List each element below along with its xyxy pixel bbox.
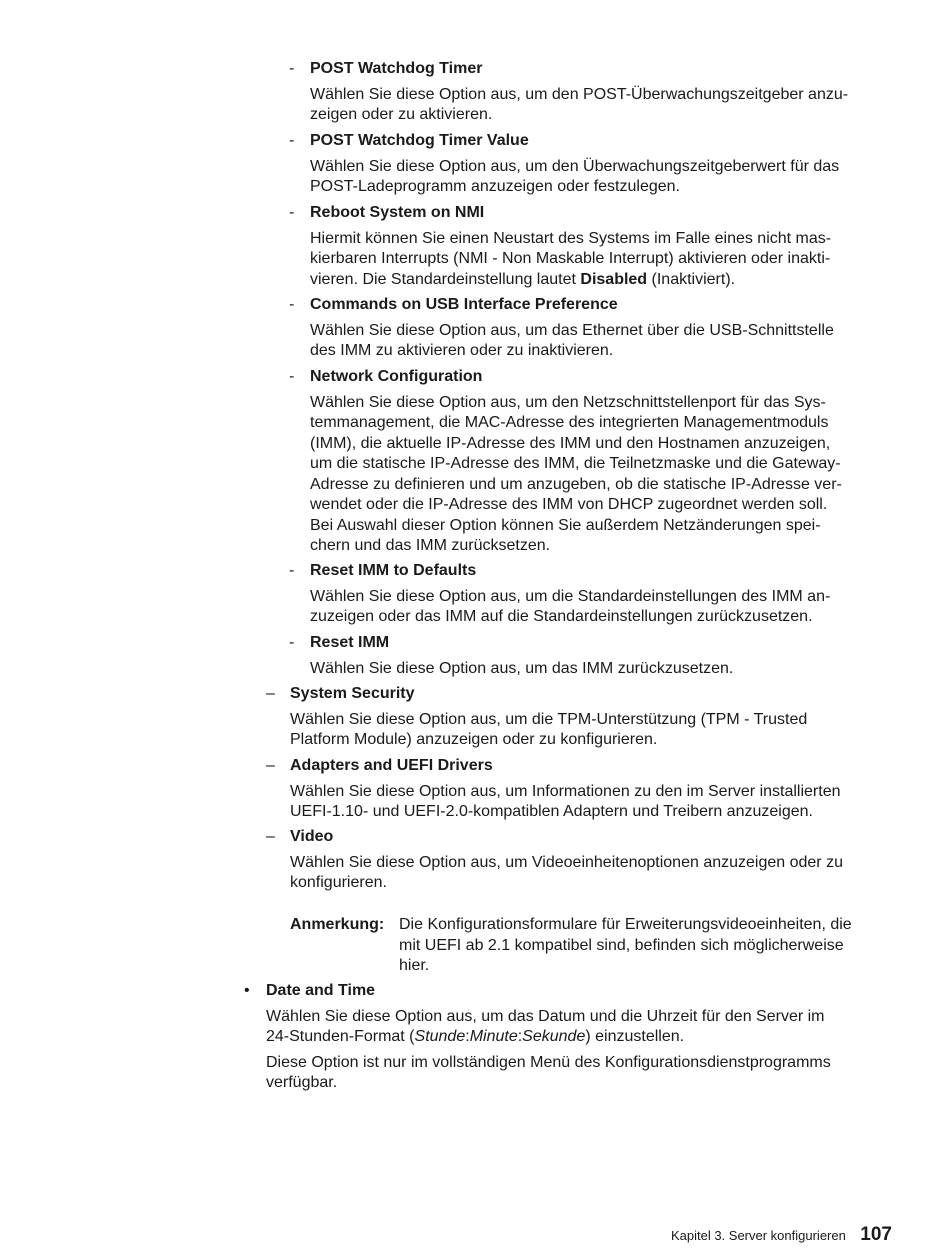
- option-description-line: Platform Module) anzuzeigen oder zu konfigurieren.: [290, 731, 658, 748]
- option-video: [266, 827, 892, 894]
- option-description-line: Diese Option ist nur im vollständigen Menü des Konfigurationsdienstprogramms: [266, 1053, 831, 1071]
- description-text: (Inaktiviert).: [647, 270, 736, 288]
- list-marker: -: [289, 204, 295, 221]
- option-description-line: (IMM), die aktuelle IP-Adresse des IMM und den Hostnamen anzuzeigen,: [310, 434, 831, 452]
- option-description-line: um die statische IP-Adresse des IMM, die Teilnetzmaske und die Gateway-: [310, 455, 841, 472]
- default-value: Disabled: [580, 270, 648, 288]
- option-reset-imm-to-defaults: [289, 561, 892, 628]
- option-description-line: [310, 270, 892, 291]
- time-format-separator: :: [517, 1028, 523, 1045]
- note-label: Anmerkung:: [290, 916, 385, 933]
- list-marker: -: [289, 60, 295, 77]
- option-heading: Reboot System on NMI: [310, 204, 485, 221]
- note-text: [399, 915, 887, 977]
- note-text-line: mit UEFI ab 2.1 kompatibel sind, befinden sich möglicherweise: [399, 936, 844, 954]
- option-description-line: Wählen Sie diese Option aus, um Informationen zu den im Server installierten: [290, 782, 841, 800]
- option-heading: Date and Time: [266, 982, 376, 999]
- option-network-configuration: [289, 367, 892, 557]
- option-description-line: wendet oder die IP-Adresse des IMM von DHCP zugeordnet werden soll.: [310, 496, 828, 513]
- option-post-watchdog-timer: [289, 59, 892, 126]
- option-description-line: Wählen Sie diese Option aus, um den POST-Überwachungszeitgeber anzu-: [310, 85, 849, 103]
- chapter-title: Kapitel 3. Server konfigurieren: [670, 1228, 846, 1243]
- option-commands-on-usb-interface-preference: [289, 295, 892, 362]
- option-system-security: [266, 684, 892, 751]
- option-description-line: Wählen Sie diese Option aus, um das Datum und die Uhrzeit für den Server im: [266, 1007, 825, 1025]
- option-description-line: Wählen Sie diese Option aus, um die Standardeinstellungen des IMM an-: [310, 587, 831, 605]
- option-description-line: Bei Auswahl dieser Option können Sie außerdem Netzänderungen spei-: [310, 516, 821, 534]
- option-description-line: Wählen Sie diese Option aus, um den Netzschnittstellenport für das Sys-: [310, 393, 826, 411]
- option-description-line: POST-Ladeprogramm anzuzeigen oder festzulegen.: [310, 178, 680, 195]
- option-reboot-system-on-nmi: [289, 203, 892, 290]
- option-date-and-time: [244, 981, 892, 1094]
- list-marker: -: [289, 562, 295, 579]
- option-description-line: Wählen Sie diese Option aus, um das Ethernet über die USB-Schnittstelle: [310, 321, 834, 339]
- option-heading: Reset IMM: [310, 634, 390, 651]
- option-heading: Reset IMM to Defaults: [310, 562, 477, 579]
- option-heading: Adapters and UEFI Drivers: [290, 757, 493, 774]
- option-description-line: des IMM zu aktivieren oder zu inaktivieren.: [310, 342, 614, 359]
- option-description-line: kierbaren Interrupts (NMI - Non Maskable Interrupt) aktivieren oder inakti-: [310, 250, 831, 267]
- note-text-line: Die Konfigurationsformulare für Erweiterungsvideoeinheiten, die: [399, 916, 852, 933]
- option-post-watchdog-timer-value: [289, 131, 892, 198]
- option-description-line: Adresse zu definieren und um anzugeben, ob die statische IP-Adresse ver-: [310, 475, 842, 493]
- time-format-second: Sekunde: [522, 1028, 586, 1045]
- description-text: vieren. Die Standardeinstellung lautet: [310, 270, 581, 288]
- option-heading: POST Watchdog Timer: [310, 60, 483, 77]
- time-format-minute: Minute: [469, 1028, 518, 1045]
- list-marker: -: [289, 132, 295, 149]
- option-description-line: UEFI-1.10- und UEFI-2.0-kompatiblen Adaptern und Treibern anzuzeigen.: [290, 803, 813, 820]
- option-reset-imm: [289, 633, 892, 679]
- page-footer: [671, 1225, 892, 1247]
- option-description-line: konfigurieren.: [290, 874, 387, 891]
- option-description-line: verfügbar.: [266, 1074, 338, 1091]
- option-heading: System Security: [290, 685, 415, 702]
- option-heading: Commands on USB Interface Preference: [310, 296, 618, 313]
- time-format-separator: :: [465, 1028, 470, 1045]
- option-description-line: Wählen Sie diese Option aus, um den Überwachungszeitgeberwert für das: [310, 157, 840, 175]
- option-description-line: zeigen oder zu aktivieren.: [310, 106, 493, 123]
- list-marker: -: [289, 634, 295, 651]
- list-marker: –: [266, 757, 275, 774]
- option-description-line: Wählen Sie diese Option aus, um das IMM zurückzusetzen.: [310, 659, 734, 677]
- option-description-line: temmanagement, die MAC-Adresse des integrierten Managementmoduls: [310, 414, 829, 431]
- option-heading: Network Configuration: [310, 368, 483, 385]
- option-heading: POST Watchdog Timer Value: [310, 132, 529, 149]
- list-marker: -: [289, 368, 295, 385]
- list-marker: -: [289, 296, 295, 313]
- option-adapters-and-uefi-drivers: [266, 756, 892, 823]
- list-marker: –: [266, 685, 275, 702]
- note-text-line: hier.: [399, 957, 430, 974]
- option-description-line: [266, 1027, 892, 1048]
- option-description-line: Wählen Sie diese Option aus, um Videoeinheitenoptionen anzuzeigen oder zu: [290, 853, 843, 871]
- option-description-line: zuzeigen oder das IMM auf die Standardeinstellungen zurückzusetzen.: [310, 608, 813, 625]
- bullet-marker: •: [244, 982, 250, 999]
- option-description-line: Hiermit können Sie einen Neustart des Systems im Falle eines nicht mas-: [310, 229, 832, 247]
- option-description-line: chern und das IMM zurücksetzen.: [310, 537, 551, 554]
- option-description-line: Wählen Sie diese Option aus, um die TPM-Unterstützung (TPM - Trusted: [290, 710, 808, 728]
- option-heading: Video: [290, 828, 334, 845]
- list-marker: –: [266, 828, 275, 845]
- time-format-hour: Stunde: [414, 1028, 466, 1045]
- page-number: 107: [860, 1224, 892, 1245]
- description-text: 24-Stunden-Format (: [266, 1028, 415, 1045]
- description-text: ) einzustellen.: [585, 1028, 685, 1045]
